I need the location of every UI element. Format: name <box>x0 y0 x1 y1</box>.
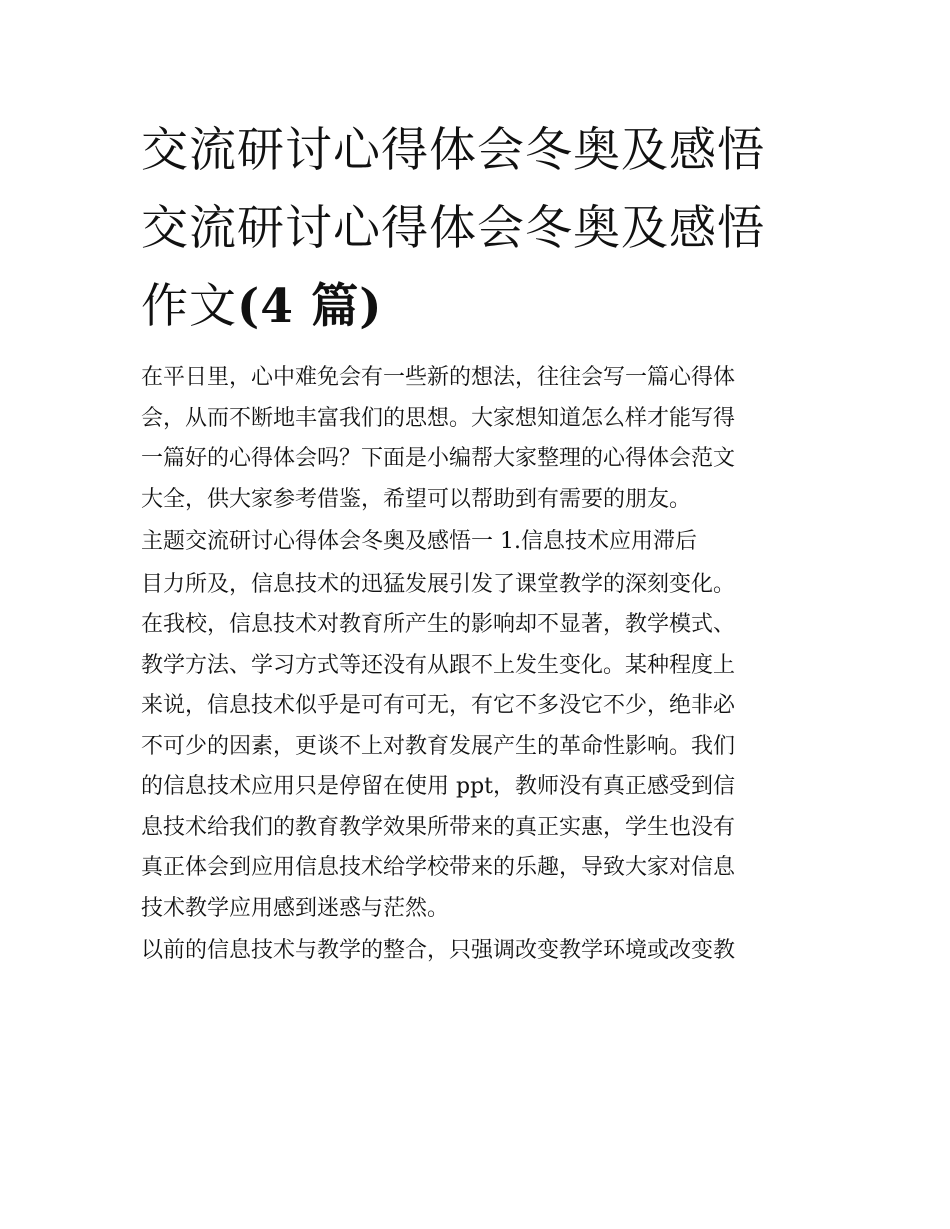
title-line-3-prefix: 作文 <box>141 279 237 334</box>
paragraph-body <box>141 565 841 930</box>
text-line: 教学方法、学习方式等还没有从跟不上发生变化。某种程度上 <box>141 652 736 678</box>
title-line-3 <box>141 268 831 346</box>
title-line-3-suffix: (4 篇) <box>237 279 383 334</box>
document-title <box>141 112 831 346</box>
text-line: 目力所及，信息技术的迅猛发展引发了课堂教学的深刻变化。 <box>141 571 736 597</box>
text-line: 不可少的因素，更谈不上对教育发展产生的革命性影响。我们 <box>141 733 736 759</box>
text-line: 真正体会到应用信息技术给学校带来的乐趣，导致大家对信息 <box>141 855 736 880</box>
paragraph-intro <box>141 358 841 520</box>
text-line: 来说，信息技术似乎是可有可无，有它不多没它不少，绝非必 <box>141 693 736 718</box>
text-line: 息技术给我们的教育教学效果所带来的真正实惠，学生也没有 <box>141 814 736 840</box>
text-line: 一篇好的心得体会吗？下面是小编帮大家整理的心得体会范文 <box>141 446 736 471</box>
text-line: 在平日里，心中难免会有一些新的想法，往往会写一篇心得体 <box>141 365 736 390</box>
text-line: 技术教学应用感到迷惑与茫然。 <box>141 895 450 921</box>
title-line-2: 交流研讨心得体会冬奥及感悟 <box>141 201 765 256</box>
paragraph-section-heading <box>141 522 841 563</box>
text-line: 会，从而不断地丰富我们的思想。大家想知道怎么样才能写得 <box>141 405 736 431</box>
paragraph-continuation <box>141 931 841 972</box>
text-line: 主题交流研讨心得体会冬奥及感悟一 1.信息技术应用滞后 <box>141 529 697 554</box>
title-line-1: 交流研讨心得体会冬奥及感悟 <box>141 123 765 178</box>
text-line: 在我校，信息技术对教育所产生的影响却不显著，教学模式、 <box>141 612 736 637</box>
text-line: 大全，供大家参考借鉴，希望可以帮助到有需要的朋友。 <box>141 486 692 512</box>
document-body <box>141 358 841 974</box>
text-line: 以前的信息技术与教学的整合，只强调改变教学环境或改变教 <box>141 938 736 963</box>
text-line: 的信息技术应用只是停留在使用 ppt，教师没有真正感受到信 <box>141 774 736 799</box>
